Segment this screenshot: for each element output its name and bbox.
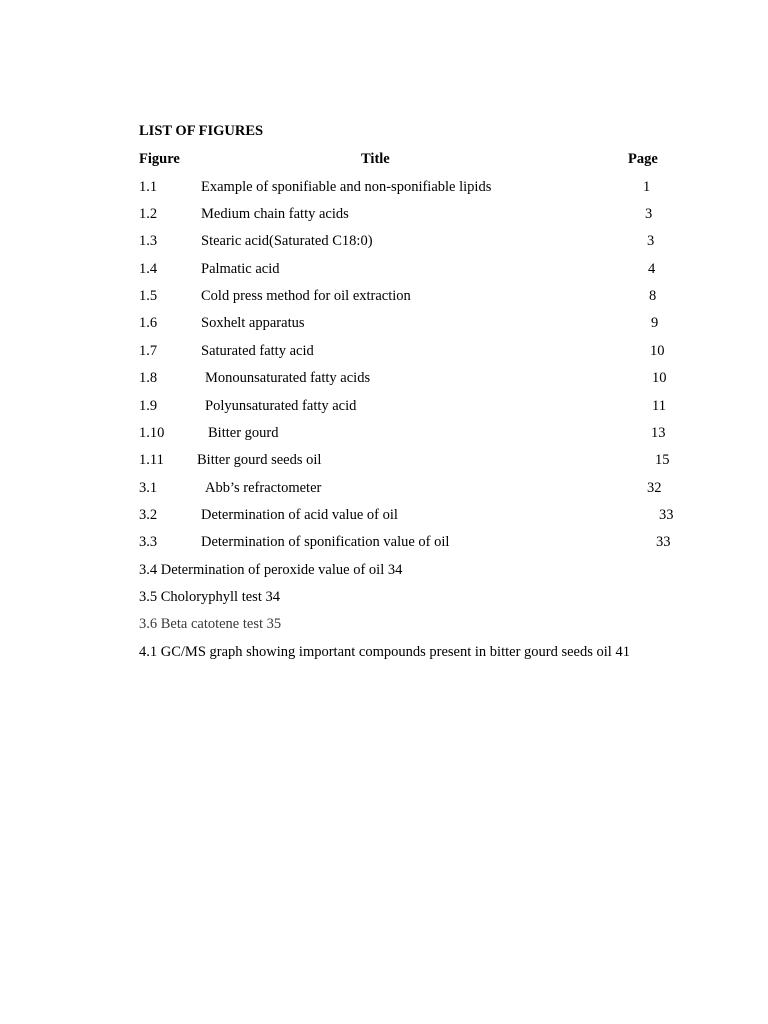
figure-page: 11 [652,398,666,414]
figure-page: 3 [645,206,653,222]
figure-title: Bitter gourd seeds oil [197,452,322,468]
figure-title: Abb’s refractometer [205,480,322,496]
figure-title: Soxhelt apparatus [201,315,305,331]
figure-number: 1.9 [139,398,158,414]
figure-title: Bitter gourd [208,425,279,441]
figure-number: 1.10 [139,425,165,441]
table-row [0,232,768,252]
figure-page: 8 [649,288,657,304]
figure-page: 3 [647,233,655,249]
figure-number: 1.2 [139,206,158,222]
figure-number: 1.1 [139,179,158,195]
figure-number: 1.11 [139,452,164,468]
figure-page: 13 [651,425,666,441]
table-row [0,397,768,417]
figure-number: 1.5 [139,288,158,304]
page-title: LIST OF FIGURES [139,123,264,139]
figure-page: 9 [651,315,659,331]
list-item: 3.5 Choloryphyll test 34 [139,589,280,605]
column-header-page: Page [628,151,658,167]
table-row [0,506,768,526]
figure-page: 1 [643,179,651,195]
figure-number: 3.2 [139,507,158,523]
figure-title: Palmatic acid [201,261,280,277]
table-row [0,287,768,307]
figure-title: Determination of sponification value of oil [201,534,450,550]
column-header-title: Title [361,151,390,167]
figure-page: 10 [650,343,665,359]
figure-title: Polyunsaturated fatty acid [205,398,357,414]
table-row [0,178,768,198]
table-row [0,342,768,362]
list-item: 4.1 GC/MS graph showing important compounds present in bitter gourd seeds oil 41 [139,644,630,660]
figure-number: 1.4 [139,261,158,277]
figure-title: Cold press method for oil extraction [201,288,411,304]
figure-page: 15 [655,452,670,468]
table-row [0,424,768,444]
figure-title: Saturated fatty acid [201,343,314,359]
figure-page: 33 [656,534,671,550]
table-row [0,479,768,499]
figure-page: 32 [647,480,662,496]
table-row [0,369,768,389]
figure-title: Example of sponifiable and non-sponifiable lipids [201,179,492,195]
figure-number: 3.3 [139,534,158,550]
table-row [0,451,768,471]
table-row [0,533,768,553]
figure-number: 1.8 [139,370,158,386]
figure-title: Medium chain fatty acids [201,206,349,222]
figure-title: Monounsaturated fatty acids [205,370,371,386]
figure-title: Determination of acid value of oil [201,507,398,523]
table-row [0,205,768,225]
column-header-figure: Figure [139,151,180,167]
list-item: 3.6 Beta catotene test 35 [139,616,282,632]
figure-page: 33 [659,507,674,523]
figure-page: 4 [648,261,656,277]
table-row [0,260,768,280]
figure-title: Stearic acid(Saturated C18:0) [201,233,373,249]
figure-number: 1.6 [139,315,158,331]
figure-page: 10 [652,370,667,386]
figure-number: 1.7 [139,343,158,359]
list-item: 3.4 Determination of peroxide value of oil 34 [139,562,403,578]
figure-number: 3.1 [139,480,158,496]
table-row [0,314,768,334]
figure-number: 1.3 [139,233,158,249]
